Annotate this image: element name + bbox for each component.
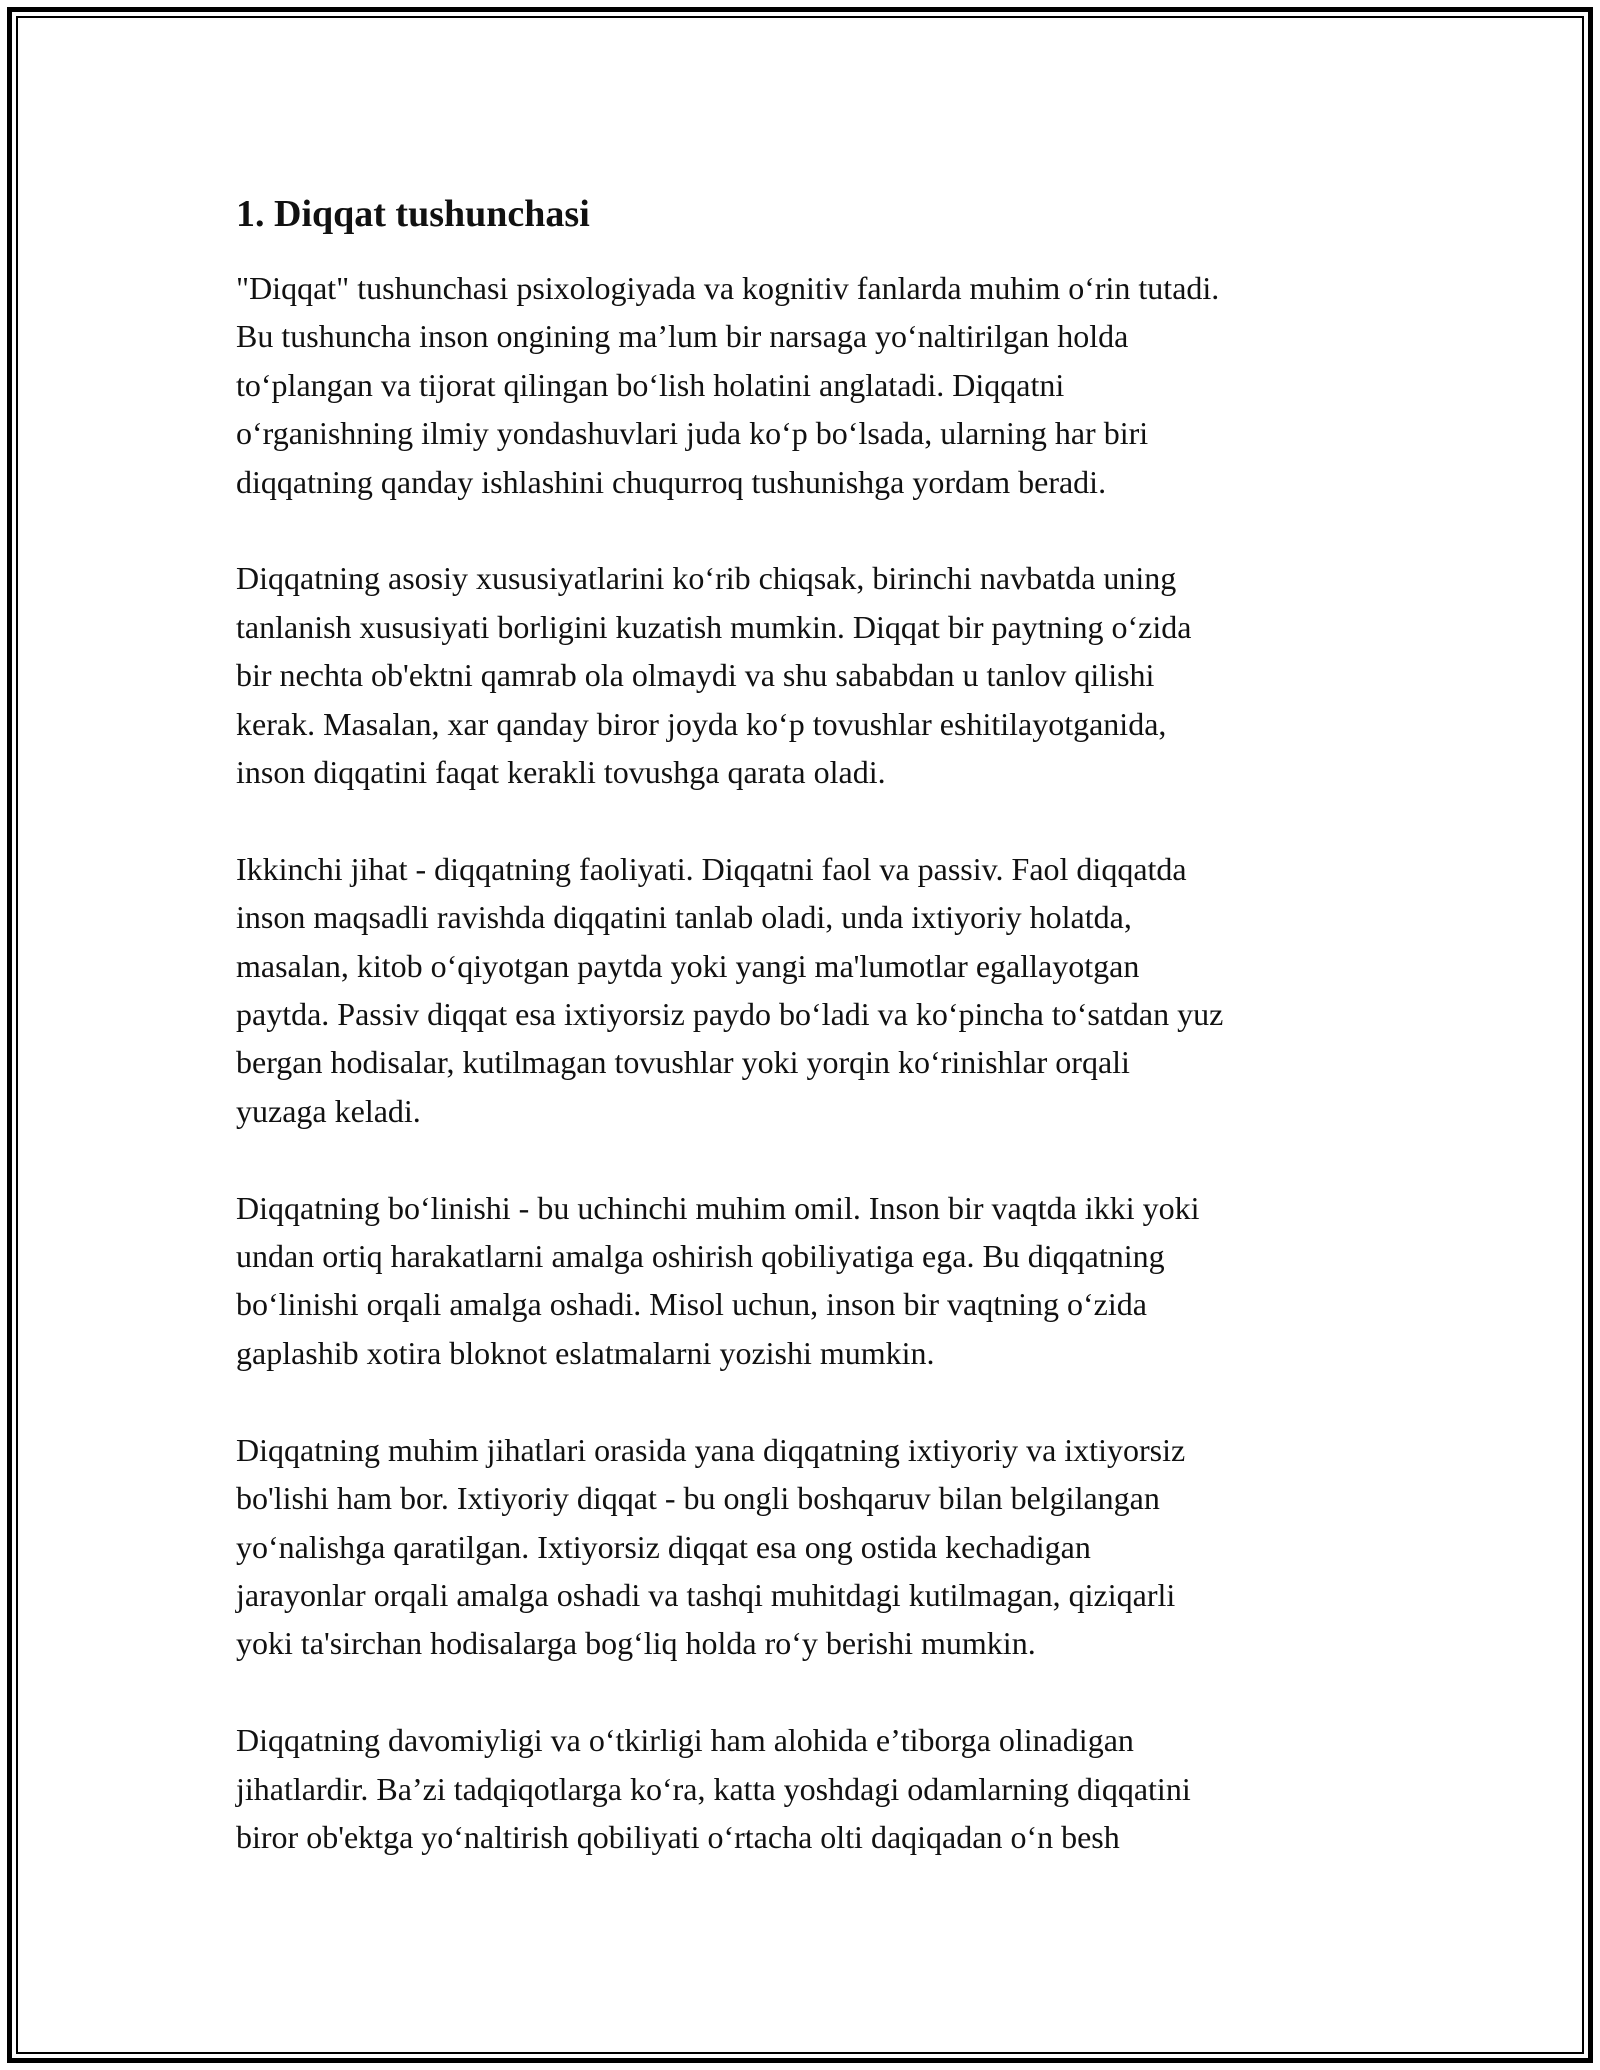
text-line: yuzaga keladi. [236,1092,421,1129]
text-line: inson diqqatini faqat kerakli tovushga qarata oladi. [236,754,886,791]
text-line: kerak. Masalan, xar qanday biror joyda koʻp tovushlar eshitilayotganida, [236,705,1167,742]
text-line: yoki ta'sirchan hodisalarga bogʻliq holda roʻy berishi mumkin. [236,1625,1036,1662]
text-line: toʻplangan va tijorat qilingan boʻlish holatini anglatadi. Diqqatni [236,366,1065,403]
text-line: yoʻnalishga qaratilgan. Ixtiyorsiz diqqat esa ong ostida kechadigan [236,1528,1091,1565]
text-line: tanlanish xususiyati borligini kuzatish mumkin. Diqqat bir paytning oʻzida [236,608,1192,645]
text-line: bergan hodisalar, kutilmagan tovushlar yoki yorqin koʻrinishlar orqali [236,1044,1130,1081]
text-line: oʻrganishning ilmiy yondashuvlari juda koʻp boʻlsada, ularning har biri [236,415,1149,452]
paragraph [236,554,1386,796]
text-line: Diqqatning asosiy xususiyatlarini koʻrib chiqsak, birinchi navbatda uning [236,560,1177,597]
paragraph [236,1184,1386,1378]
text-line: paytda. Passiv diqqat esa ixtiyorsiz paydo boʻladi va koʻpincha toʻsatdan yuz [236,996,1224,1033]
paragraph [236,845,1386,1135]
text-line: "Diqqat" tushunchasi psixologiyada va kognitiv fanlarda muhim oʻrin tutadi. [236,270,1220,306]
text-line: Ikkinchi jihat - diqqatning faoliyati. Diqqatni faol va passiv. Faol diqqatda [236,850,1187,887]
text-line: jarayonlar orqali amalga oshadi va tashqi muhitdagi kutilmagan, qiziqarli [236,1576,1176,1613]
paragraph [236,1716,1386,1861]
text-line: Diqqatning davomiyligi va oʻtkirligi ham alohida eʼtiborga olinadigan [236,1722,1134,1759]
text-line: bo'lishi ham bor. Ixtiyoriy diqqat - bu ongli boshqaruv bilan belgilangan [236,1480,1160,1517]
text-line: gaplashib xotira bloknot eslatmalarni yozishi mumkin. [236,1334,935,1371]
text-line: Diqqatning boʻlinishi - bu uchinchi muhim omil. Inson bir vaqtda ikki yoki [236,1189,1200,1226]
paragraph [236,264,1386,506]
text-line: undan ortiq harakatlarni amalga oshirish qobiliyatiga ega. Bu diqqatning [236,1238,1165,1275]
text-line: Diqqatning muhim jihatlari orasida yana diqqatning ixtiyoriy va ixtiyorsiz [236,1431,1186,1468]
section-heading: 1. Diqqat tushunchasi [236,193,590,235]
text-line: Bu tushuncha inson ongining maʼlum bir narsaga yoʻnaltirilgan holda [236,318,1129,355]
text-line: inson maqsadli ravishda diqqatini tanlab oladi, unda ixtiyoriy holatda, [236,899,1132,936]
text-line: masalan, kitob oʻqiyotgan paytda yoki yangi ma'lumotlar egallayotgan [236,947,1140,984]
text-line: bir nechta ob'ektni qamrab ola olmaydi va shu sababdan u tanlov qilishi [236,657,1155,694]
text-line: biror ob'ektga yoʻnaltirish qobiliyati oʻrtacha olti daqiqadan oʻn besh [236,1818,1120,1855]
document-body [236,190,1386,1910]
text-line: boʻlinishi orqali amalga oshadi. Misol uchun, inson bir vaqtning oʻzida [236,1286,1147,1323]
text-line: jihatlardir. Baʼzi tadqiqotlarga koʻra, katta yoshdagi odamlarning diqqatini [236,1770,1191,1807]
text-line: diqqatning qanday ishlashini chuqurroq tushunishga yordam beradi. [236,463,1107,500]
paragraph [236,1426,1386,1668]
